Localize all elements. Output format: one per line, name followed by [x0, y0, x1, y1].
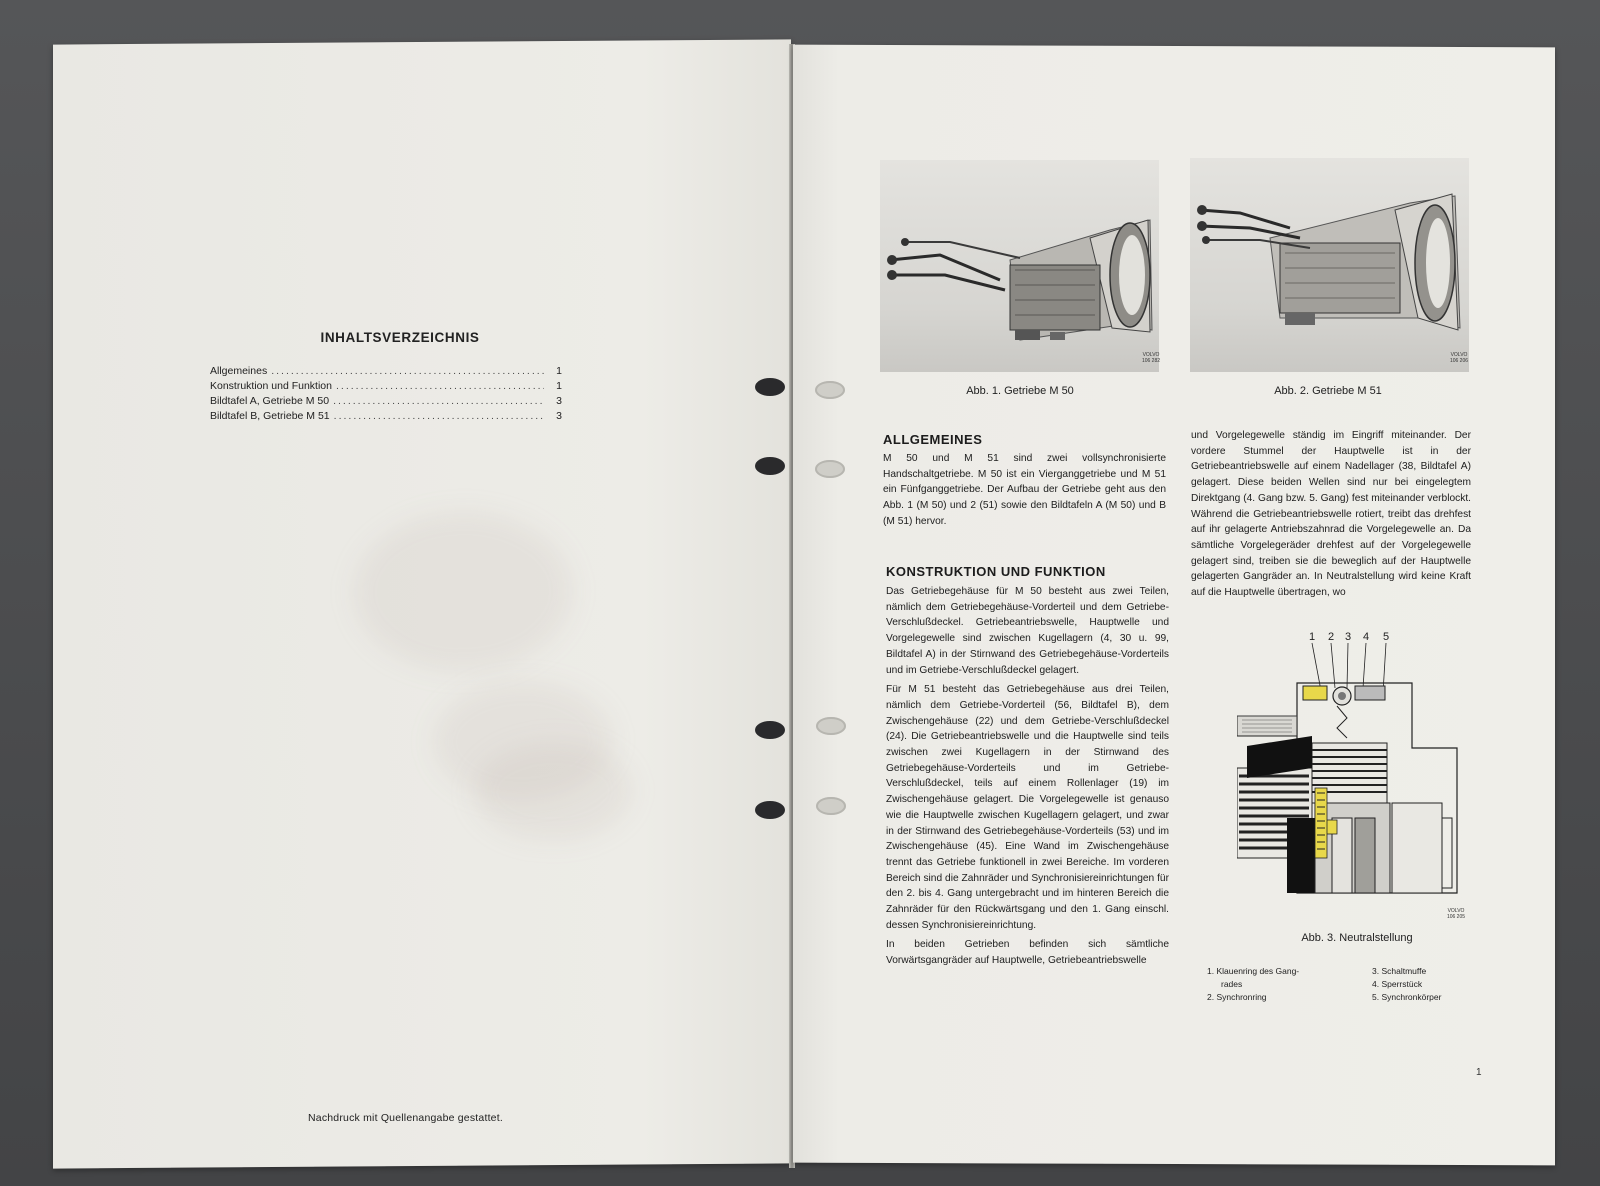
- heading-konstruktion: KONSTRUKTION UND FUNKTION: [886, 564, 1106, 579]
- heading-allgemeines: ALLGEMEINES: [883, 432, 983, 447]
- toc-entry-label: Bildtafel B, Getriebe M 51: [210, 410, 330, 422]
- punch-hole: [815, 460, 845, 478]
- gearbox-m50-image: [880, 160, 1159, 372]
- toc-entry-page: 3: [556, 410, 562, 422]
- toc-leader-dots: [334, 410, 544, 422]
- punch-hole: [815, 381, 845, 399]
- punch-hole: [816, 797, 846, 815]
- legend-item: 3. Schaltmuffe: [1372, 966, 1427, 976]
- toc-leader-dots: [333, 395, 544, 407]
- toc-entry-label: Konstruktion und Funktion: [210, 380, 332, 392]
- legend-item: 4. Sperrstück: [1372, 979, 1423, 989]
- figure-1-caption: Abb. 1. Getriebe M 50: [966, 385, 1074, 397]
- column-2-text: [1191, 428, 1471, 605]
- reprint-note: Nachdruck mit Quellenangabe gestattet.: [308, 1112, 503, 1124]
- toc-title: INHALTSVERZEICHNIS: [320, 330, 480, 345]
- stain: [353, 511, 573, 673]
- konstruktion-text: [886, 584, 1169, 973]
- toc-entry-page: 1: [556, 365, 562, 377]
- left-page: [53, 39, 791, 1168]
- legend-item: 1. Klauenring des Gang-: [1207, 966, 1300, 976]
- toc-leader-dots: [271, 365, 544, 377]
- toc-entry: [210, 380, 562, 395]
- legend-item: 2. Synchronring: [1207, 992, 1267, 1002]
- toc-entry-page: 3: [556, 395, 562, 407]
- callout-number: 4: [1363, 631, 1370, 643]
- paragraph: M 50 und M 51 sind zwei vollsynchronisierte Handschaltgetriebe. M 50 ist ein Vierganggetriebe und M 51 ein Fünfganggetriebe. Der Aufbau der Getriebe geht aus den Abb. 1 (M 50) und 2 (51) sowie den Bildtafeln A (M 50) und B (M 51) hervor.: [883, 453, 1166, 527]
- punch-hole: [816, 717, 846, 735]
- legend-item: rades: [1221, 979, 1243, 989]
- figure-3-legend-right: [1372, 965, 1492, 1004]
- callout-number: 3: [1345, 631, 1352, 643]
- punch-hole: [755, 378, 785, 396]
- punch-hole: [755, 457, 785, 475]
- punch-hole: [755, 801, 785, 819]
- toc-entry-label: Bildtafel A, Getriebe M 50: [210, 395, 330, 407]
- gearbox-m51-image: [1190, 158, 1469, 372]
- figure-3-diagram: [1237, 628, 1477, 918]
- callout-number: 5: [1383, 631, 1390, 643]
- figure-1-photo: [880, 160, 1159, 372]
- callout-number: 2: [1328, 631, 1335, 643]
- figure-3-tag: VOLVO 106 205: [1446, 908, 1466, 920]
- toc-entry-page: 1: [556, 380, 562, 392]
- toc-entry: [210, 410, 562, 425]
- stain: [473, 741, 633, 842]
- figure-2-photo: [1190, 158, 1469, 372]
- paragraph: Das Getriebegehäuse für M 50 besteht aus zwei Teilen, nämlich dem Getriebegehäuse-Vorderteil und dem Getriebe-Verschlußdeckel. Getriebeantriebswelle, Hauptwelle und Vorgelegewelle sind zwischen Kugellagern (4, 30 u. 99, Bildtafel A) in der Stirnwand des Getriebegehäuse-Vorderteils und im Getriebe-Verschlußdeckel gelagert.: [886, 586, 1169, 676]
- figure-3-legend-left: [1207, 965, 1357, 1004]
- toc-leader-dots: [336, 380, 544, 392]
- punch-hole: [755, 721, 785, 739]
- table-of-contents: [210, 330, 562, 425]
- toc-entry-label: Allgemeines: [210, 365, 268, 377]
- page-number: 1: [1476, 1067, 1482, 1078]
- allgemeines-text: [883, 451, 1166, 534]
- toc-entry: [210, 395, 562, 410]
- toc-entry: [210, 365, 562, 380]
- paragraph: In beiden Getrieben befinden sich sämtliche Vorwärtsgangräder auf Hauptwelle, Getriebeantriebswelle: [886, 939, 1169, 967]
- paragraph: Für M 51 besteht das Getriebegehäuse aus drei Teilen, nämlich dem Getriebe-Vorderteil (56, Bildtafel B), dem Zwischengehäuse (22) und dem Getriebe-Verschlußdeckel (24). Die Getriebeantriebswelle und die Hauptwelle sind teils zwischen zwei Kugellagern in der Stirnwand des Getriebegehäuse-Vorderteils und im Getriebe-Verschlußdeckel, teils auf einem Rollenlager (19) im Zwischengehäuse gelagert. Die Vorgelegewelle ist genauso wie die Hauptwelle zwischen Kugellagern gelagert, und zwar in der Stirnwand des Getriebegehäuse-Vorderteils (53) und im Zwischengehäuse (45). Eine Wand im Zwischengehäuse trennt das Getriebe funktionell in zwei Bereiche. Im vorderen Bereich sind die Zahnräder und Synchronisiereinrichtungen für den 2. bis 4. Gang untergebracht und im hinteren Bereich die Zahnräder für den Rückwärtsgang und den 1. Gang einschl. dessen Synchronisiereinrichtung.: [886, 684, 1169, 931]
- figure-2-caption: Abb. 2. Getriebe M 51: [1274, 385, 1382, 397]
- paragraph: und Vorgelegewelle ständig im Eingriff miteinander. Der vordere Stummel der Hauptwelle ist in der Getriebeantriebswelle auf einem Nadellager (38, Bildtafel A) gelagert. Diese beiden Wellen sind nur bei eingelegtem Direktgang (4. Gang bzw. 5. Gang) fest miteinander verblockt. Während die Getriebeantriebswelle rotiert, treibt das drehfest auf ihr gelagerte Antriebszahnrad die Vorgelegewelle an. Da sämtliche Vorgelegeräder drehfest auf der Vorgelegewelle gelagert sind, treiben sie die beweglich auf der Hauptwelle gelagerten Gangräder an. In Neutralstellung wird keine Kraft auf die Hauptwelle übertragen, wo: [1191, 430, 1471, 599]
- legend-item: 5. Synchronkörper: [1372, 992, 1442, 1002]
- figure-2-tag: VOLVO 106 206: [1449, 352, 1469, 364]
- figure-3-caption: Abb. 3. Neutralstellung: [1301, 932, 1413, 944]
- figure-1-tag: VOLVO 106 282: [1141, 352, 1161, 364]
- callout-number: 1: [1309, 631, 1316, 643]
- neutral-position-diagram: [1237, 628, 1477, 918]
